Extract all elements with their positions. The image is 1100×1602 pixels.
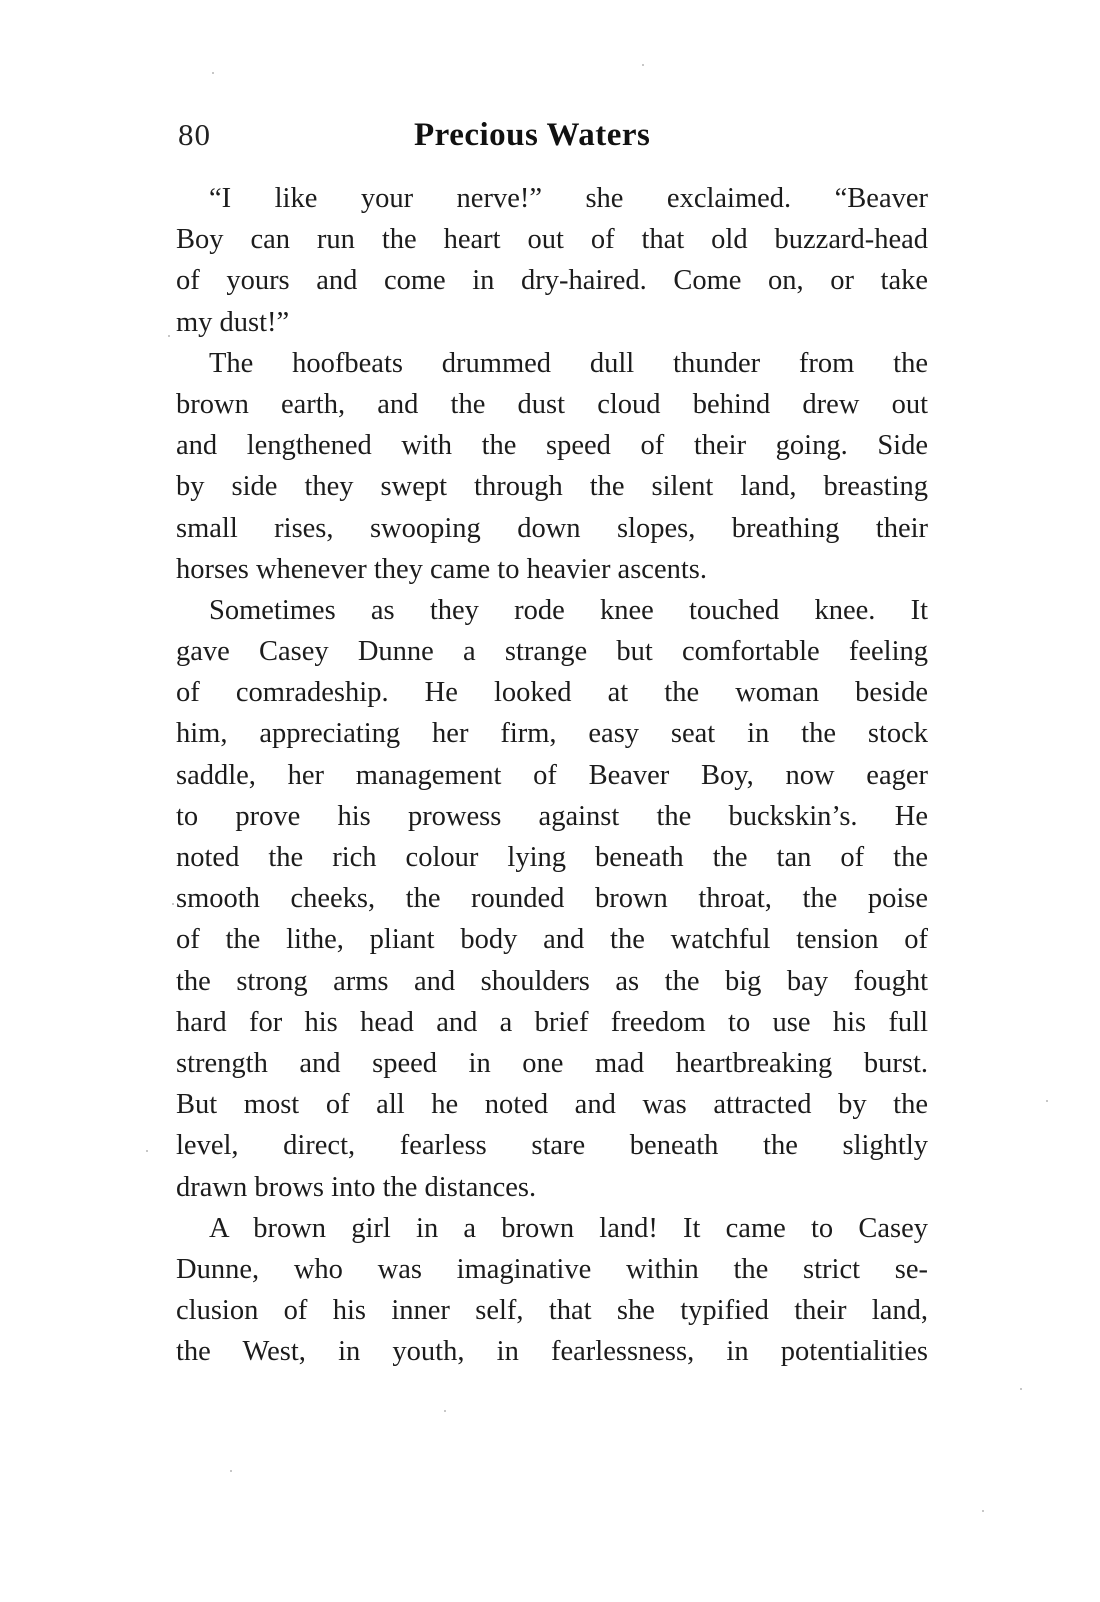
text-line: gave Casey Dunne a strange but comfortable feeling [176,636,928,668]
text-line: the West, in youth, in fearlessness, in potentialities [176,1336,928,1368]
text-line: saddle, her management of Beaver Boy, now eager [176,759,928,791]
paragraph [176,343,928,590]
scan-speck [168,335,170,337]
text-line: The hoofbeats drummed dull thunder from the [209,347,928,379]
text-line: of yours and come in dry-haired. Come on, or take [176,265,928,297]
paragraph [176,178,928,343]
text-line: A brown girl in a brown land! It came to Casey [209,1212,928,1244]
scan-speck [1046,1100,1048,1102]
text-line: smooth cheeks, the rounded brown throat, the poise [176,883,928,915]
paragraph [176,590,928,1208]
text-line: small rises, swooping down slopes, breathing their [176,512,928,544]
text-line: Sometimes as they rode knee touched knee. It [209,594,928,626]
text-line: hard for his head and a brief freedom to use his full [176,1006,928,1038]
scan-speck [212,72,214,74]
text-line: strength and speed in one mad heartbreaking burst. [176,1047,928,1079]
text-line: Dunne, who was imaginative within the strict se- [176,1253,928,1285]
text-line: the strong arms and shoulders as the big bay fought [176,965,928,997]
text-line: horses whenever they came to heavier ascents. [176,553,707,585]
paragraph [176,1208,928,1373]
text-line: of the lithe, pliant body and the watchful tension of [176,924,928,956]
scan-speck [642,64,644,66]
text-line: clusion of his inner self, that she typified their land, [176,1295,928,1327]
text-line: drawn brows into the distances. [176,1171,537,1203]
scan-speck [1020,1388,1022,1390]
scan-speck [146,1150,148,1152]
body-text [176,178,928,1372]
text-line: by side they swept through the silent land, breasting [176,471,928,503]
page-header [178,117,930,167]
text-line: to prove his prowess against the buckskin’s. He [176,800,928,832]
scan-speck [230,1470,232,1472]
text-line: “I like your nerve!” she exclaimed. “Beaver [209,183,928,214]
text-line: noted the rich colour lying beneath the tan of the [176,842,928,873]
text-line: Boy can run the heart out of that old buzzard-head [176,224,928,256]
text-line: brown earth, and the dust cloud behind drew out [176,388,928,420]
text-line: of comradeship. He looked at the woman beside [176,677,928,709]
scan-speck [444,1410,446,1412]
scan-speck [172,903,174,905]
text-line: him, appreciating her firm, easy seat in the stock [176,718,928,750]
text-line: But most of all he noted and was attracted by the [176,1089,928,1121]
running-title: Precious Waters [414,117,651,153]
text-line: my dust!” [176,306,290,338]
text-line: level, direct, fearless stare beneath the slightly [176,1130,928,1162]
text-line: and lengthened with the speed of their going. Side [176,430,928,462]
page-number: 80 [178,117,211,152]
scan-speck [982,1510,984,1512]
